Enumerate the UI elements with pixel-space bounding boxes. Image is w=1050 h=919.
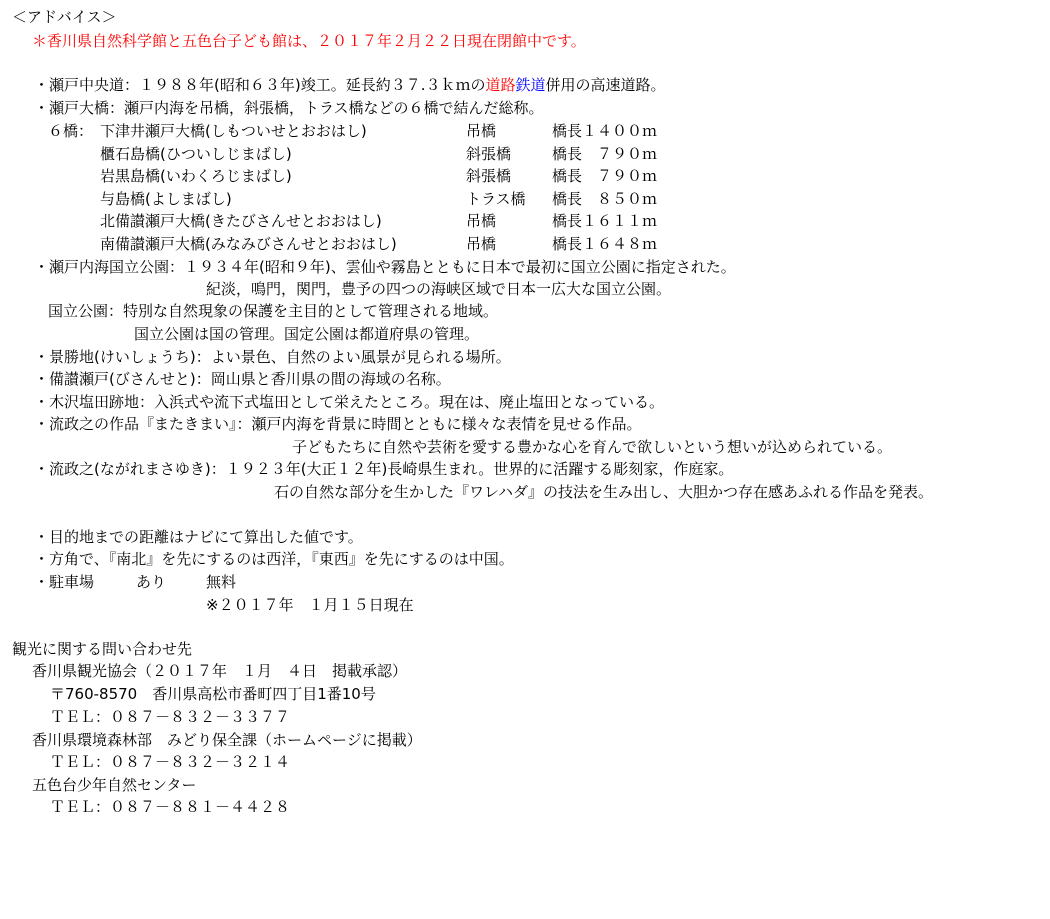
bridge-type: 吊橋 (466, 235, 497, 253)
as-of-date: ※２０１７年 １月１５日現在 (206, 596, 414, 614)
bridge-type: 吊橋 (466, 122, 497, 140)
bridge-length: 橋長 ７９０ｍ (552, 145, 658, 163)
advice-heading: ＜アドバイス＞ (12, 8, 117, 26)
bridge-length: 橋長 ７９０ｍ (552, 167, 658, 185)
kagawa-tourism-association: 香川県観光協会（２０１７年 １月 ４日 掲載承認） (32, 662, 408, 680)
bridge-type: トラス橋 (466, 190, 526, 208)
bisan-seto-line: ・備讃瀬戸(びさんせと)：岡山県と香川県の間の海域の名称。 (34, 370, 451, 388)
road-word: 道路 (485, 76, 516, 94)
seto-ohashi-intro: ・瀬戸大橋：瀬戸内海を吊橋，斜張橋，トラス橋などの６橋で結んだ総称。 (34, 99, 544, 117)
bridge-length: 橋長１６１１ｍ (552, 212, 658, 230)
bridges-label: ６橋： (48, 122, 94, 140)
bridge-length: 橋長 ８５０ｍ (552, 190, 658, 208)
kokuritsu-definition-1: 国立公園：特別な自然現象の保護を主目的として管理される地域。 (48, 302, 499, 320)
artist-line-1: ・流政之(ながれまさゆき)：１９２３年(大正１２年)長崎県生まれ。世界的に活躍する彫刻家，作庭家。 (34, 460, 734, 478)
parking-label: ・駐車場 (34, 573, 95, 591)
bridge-type: 吊橋 (466, 212, 497, 230)
environment-department: 香川県環境森林部 みどり保全課（ホームページに掲載） (32, 731, 422, 749)
kagawa-address: 〒760-8570 香川県高松市番町四丁目1番10号 (50, 685, 376, 703)
goshikidai-center: 五色台少年自然センター (32, 776, 197, 794)
national-park-line-1: ・瀬戸内海国立公園：１９３４年(昭和９年)、雲仙や霧島とともに日本で最初に国立公園に指定された。 (34, 258, 736, 276)
kizawa-line: ・木沢塩田跡地：入浜式や流下式塩田として栄えたところ。現在は、廃止塩田となっている。 (34, 393, 665, 411)
distance-note: ・目的地までの距離はナビにて算出した値です。 (34, 528, 363, 546)
kokuritsu-definition-2: 国立公園は国の管理。国定公園は都道府県の管理。 (134, 325, 480, 343)
parking-fee: 無料 (206, 573, 237, 591)
contact-heading: 観光に関する問い合わせ先 (12, 640, 193, 658)
bridge-type: 斜張橋 (466, 145, 512, 163)
bridge-name: 南備讃瀬戸大橋(みなみびさんせとおおはし) (100, 235, 397, 253)
chuo-expressway-line (34, 76, 666, 94)
keishochi-line: ・景勝地(けいしょうち)：よい景色、自然のよい風景が見られる場所。 (34, 348, 511, 366)
environment-phone: ＴＥＬ：０８７－８３２－３２１４ (50, 753, 291, 771)
bridge-type: 斜張橋 (466, 167, 512, 185)
artwork-line-1: ・流政之の作品『またきまい』：瀬戸内海を背景に時間とともに様々な表情を見せる作品。 (34, 415, 642, 433)
bridge-name: 下津井瀬戸大橋(しもついせとおおはし) (100, 122, 367, 140)
chuo-expressway-suffix: 併用の高速道路。 (545, 76, 666, 94)
artist-line-2: 石の自然な部分を生かした『ワレハダ』の技法を生み出し、大胆かつ存在感あふれる作品を発表。 (274, 483, 933, 501)
closure-notice: ＊香川県自然科学館と五色台子ども館は、２０１７年２月２２日現在閉館中です。 (32, 32, 586, 50)
bridge-length: 橋長１６４８ｍ (552, 235, 658, 253)
direction-note: ・方角で、『南北』を先にするのは西洋，『東西』を先にするのは中国。 (34, 550, 514, 568)
bridge-name: 北備讃瀬戸大橋(きたびさんせとおおはし) (100, 212, 382, 230)
kagawa-phone: ＴＥＬ：０８７－８３２－３３７７ (50, 708, 291, 726)
chuo-expressway-text: ・瀬戸中央道：１９８８年(昭和６３年)竣工。延長約３７.３ｋｍの (34, 76, 486, 94)
parking-availability: あり (136, 573, 167, 591)
bridge-name: 岩黒島橋(いわくろじまばし) (100, 167, 292, 185)
bridge-name: 櫃石島橋(ひついしじまばし) (100, 145, 292, 163)
national-park-line-2: 紀淡，鳴門，関門，豊予の四つの海峡区域で日本一広大な国立公園。 (206, 280, 672, 298)
bridge-name: 与島橋(よしまばし) (100, 190, 232, 208)
goshikidai-phone: ＴＥＬ：０８７－８８１－４４２８ (50, 798, 291, 816)
railway-word: 鉄道 (515, 76, 546, 94)
bridge-length: 橋長１４００ｍ (552, 122, 658, 140)
artwork-line-2: 子どもたちに自然や芸術を愛する豊かな心を育んで欲しいという想いが込められている。 (292, 438, 893, 456)
